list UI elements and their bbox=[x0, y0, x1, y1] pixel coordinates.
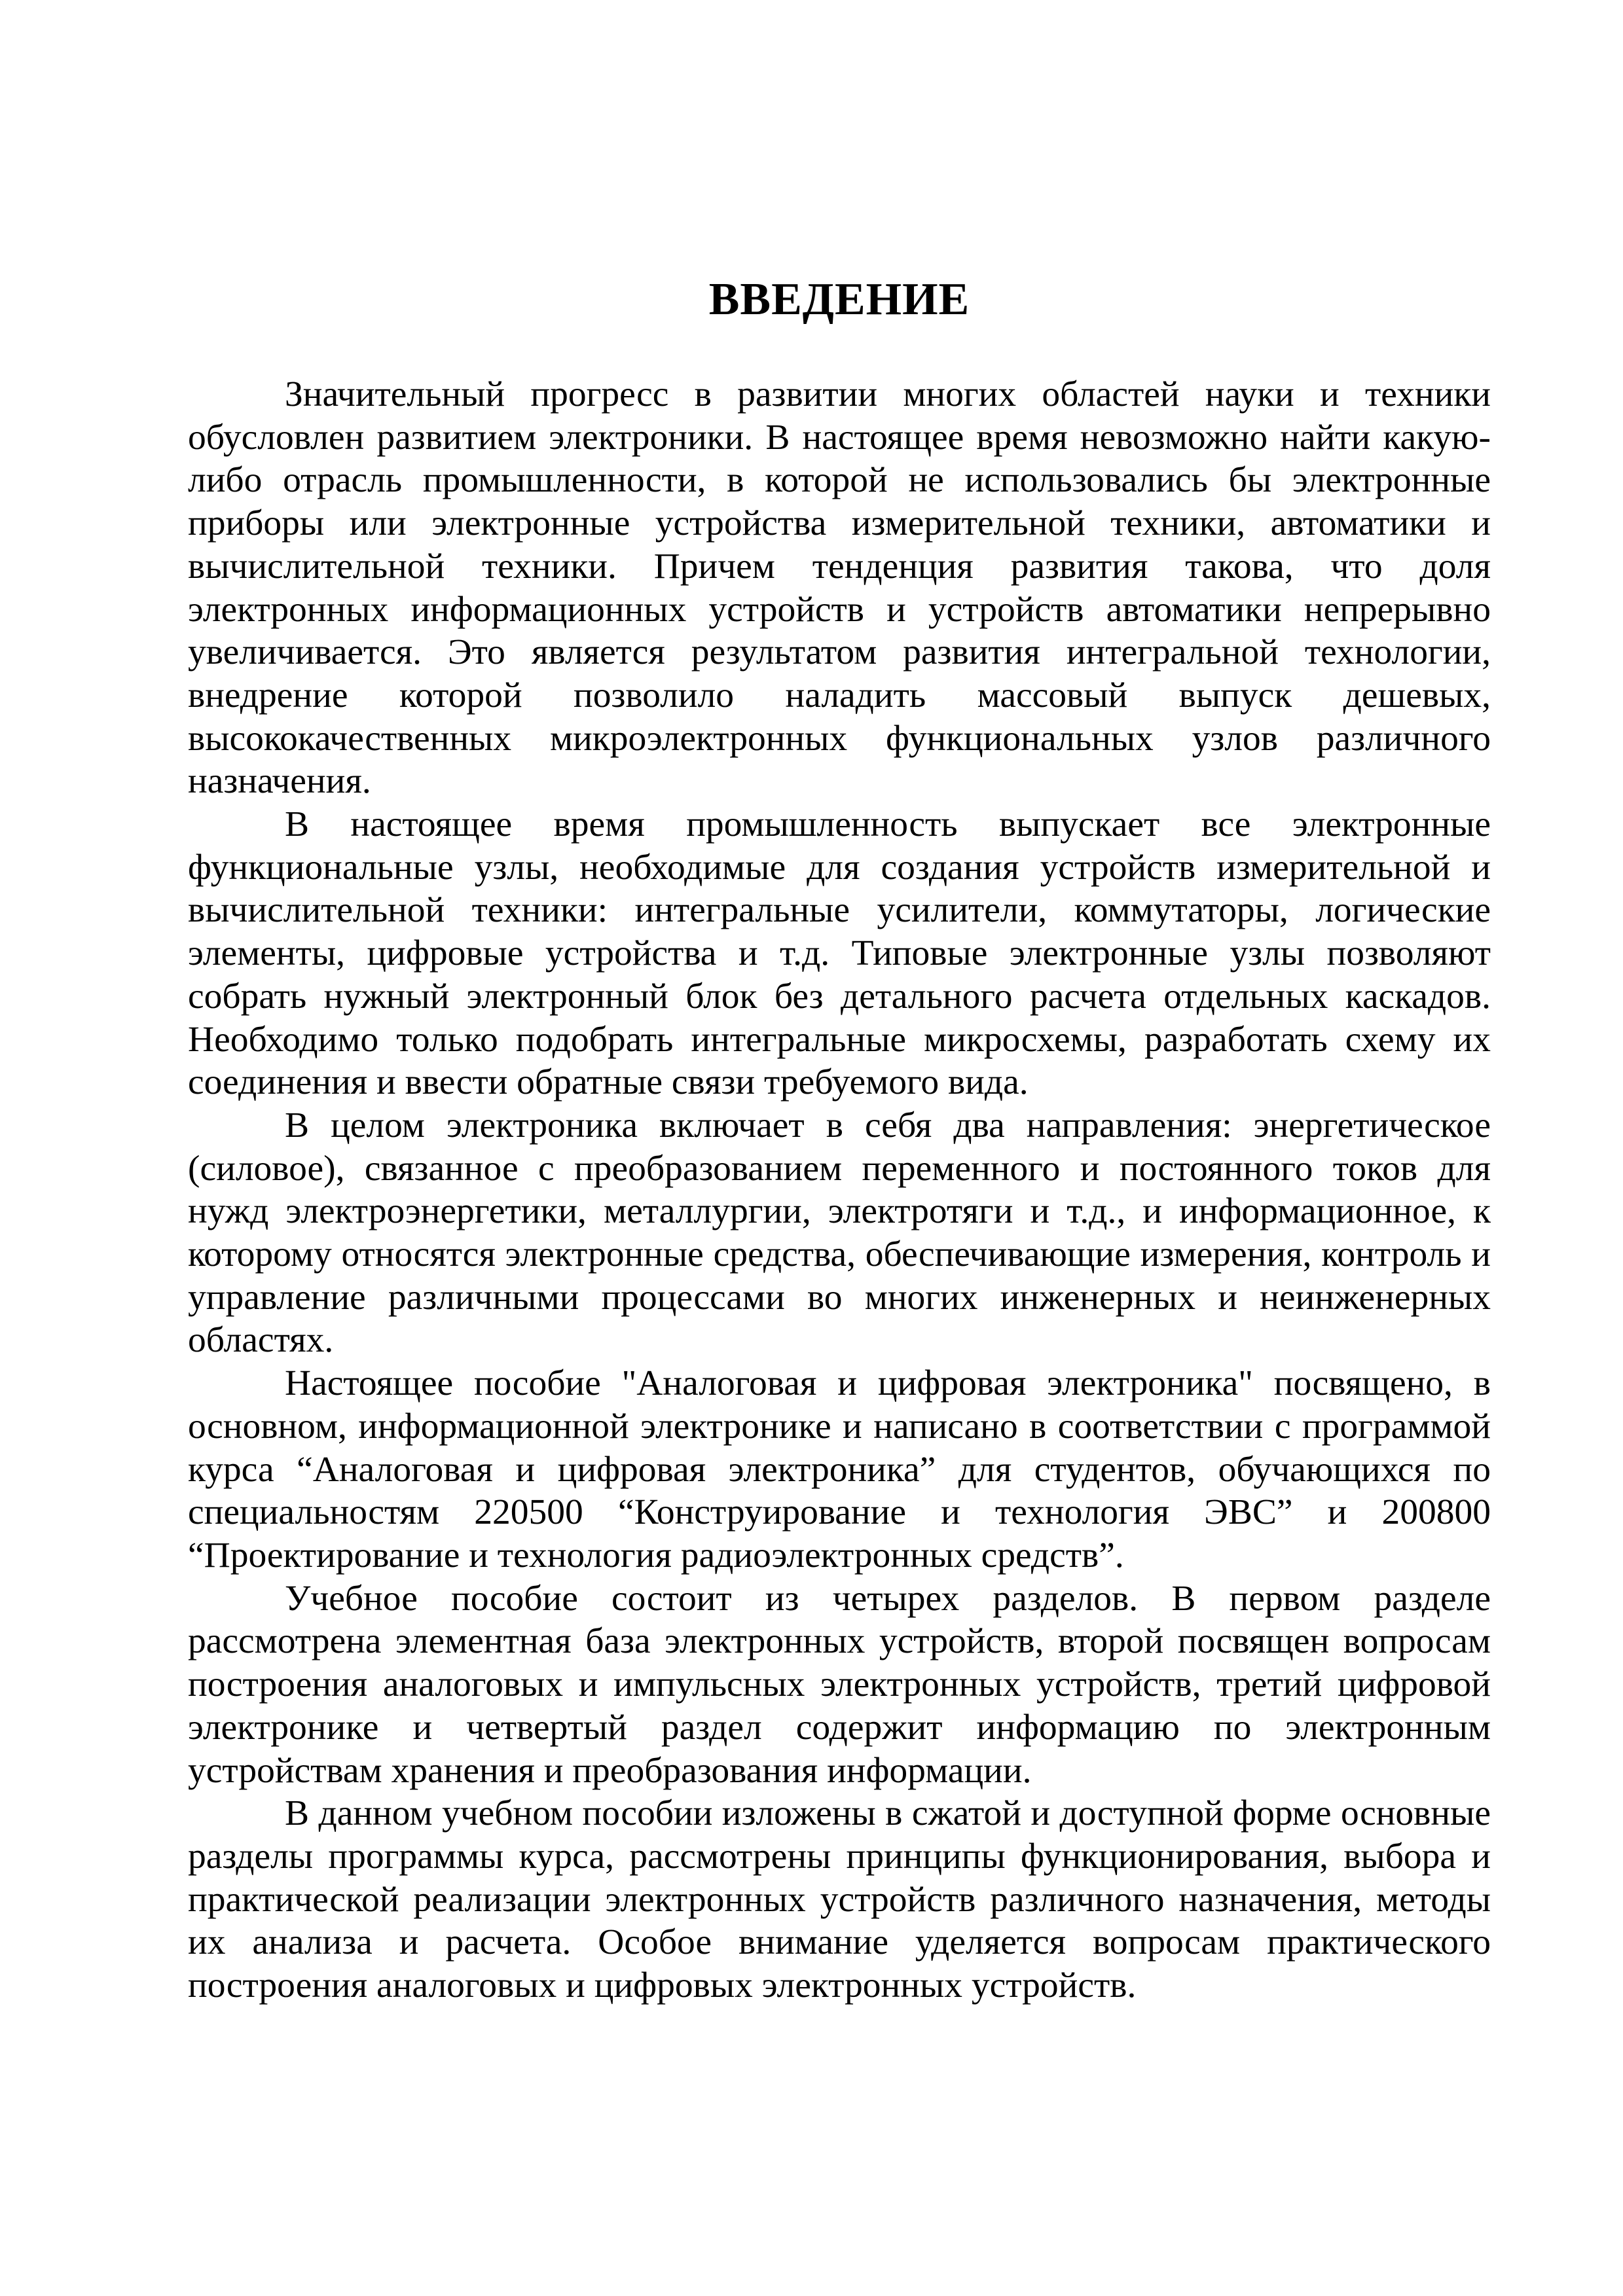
paragraph-5: Учебное пособие состоит из четырех разделов. В первом разделе рассмотрена элементная база электронных устройств, второй посвящен вопросам построения аналоговых и импульсных электронных устройств, третий цифровой электронике и четвертый раздел содержит информацию по электронным устройствам хранения и преобразования информации. bbox=[188, 1578, 1491, 1791]
paragraph-6: В данном учебном пособии изложены в сжатой и доступной форме основные разделы программы курса, рассмотрены принципы функционирования, выбора и практической реализации электронных устройств различного назначения, методы их анализа и расчета. Особое внимание уделяется вопросам практического построения аналоговых и цифровых электронных устройств. bbox=[188, 1793, 1491, 2006]
paragraph-2: В настоящее время промышленность выпускает все электронные функциональные узлы, необходимые для создания устройств измерительной и вычислительной техники: интегральные усилители, коммутаторы, логические элементы, цифровые устройства и т.д. Типовые электронные узлы позволяют собрать нужный электронный блок без детального расчета отдельных каскадов. Необходимо только подобрать интегральные микросхемы, разработать схему их соединения и ввести обратные связи требуемого вида. bbox=[188, 804, 1491, 1103]
page-title: ВВЕДЕНИЕ bbox=[708, 274, 970, 325]
paragraph-4: Настоящее пособие "Аналоговая и цифровая электроника" посвящено, в основном, информационной электронике и написано в соответствии с программой курса “Аналоговая и цифровая электроника” для студентов, обучающихся по специальностям 220500 “Конструирование и технология ЭВС” и 200800 “Проектирование и технология радиоэлектронных средств”. bbox=[188, 1363, 1491, 1575]
paragraph-3: В целом электроника включает в себя два направления: энергетическое (силовое), связанное с преобразованием переменного и постоянного токов для нужд электроэнергетики, металлургии, электротяги и т.д., и информационное, к которому относятся электронные средства, обеспечивающие измерения, контроль и управление различными процессами во многих инженерных и неинженерных областях. bbox=[188, 1105, 1491, 1361]
paragraph-1: Значительный прогресс в развитии многих областей науки и техники обусловлен развитием электроники. В настоящее время невозможно найти какую-либо отрасль промышленности, в которой не использовались бы электронные приборы или электронные устройства измерительной техники, автоматики и вычислительной техники. Причем тенденция развития такова, что доля электронных информационных устройств и устройств автоматики непрерывно увеличивается. Это является результатом развития интегральной технологии, внедрение которой позволило наладить массовый выпуск дешевых, высококачественных микроэлектронных функциональных узлов различного назначения. bbox=[188, 374, 1491, 802]
body-text bbox=[188, 373, 1491, 2007]
